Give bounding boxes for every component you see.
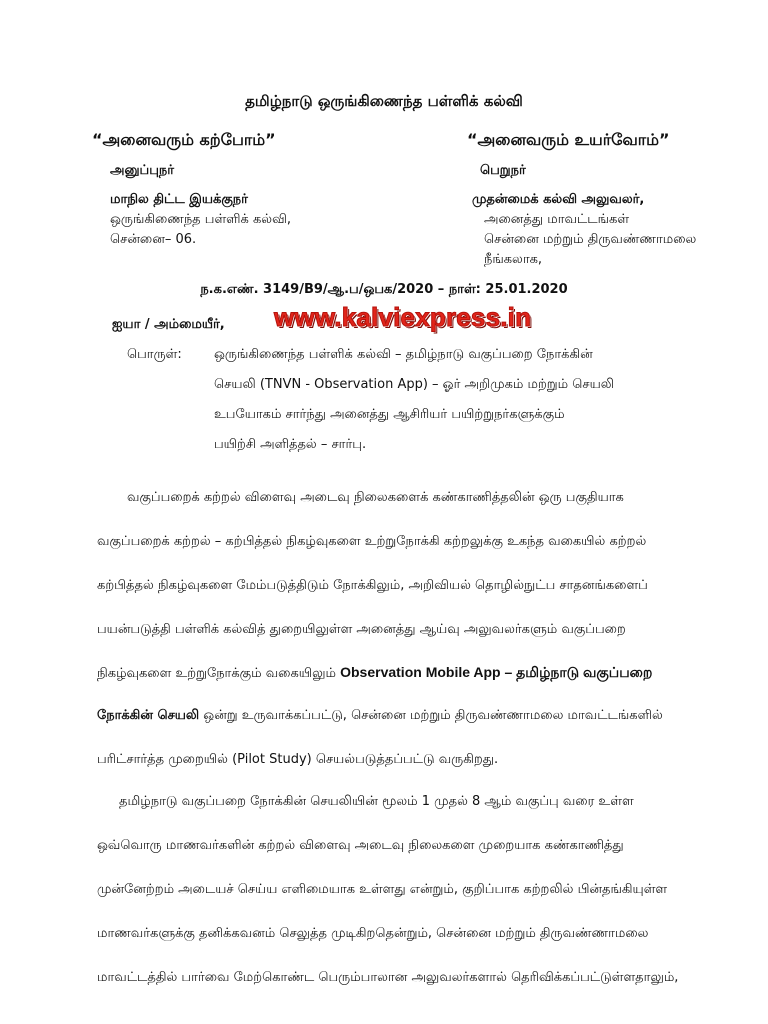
subject-line: செயலி (TNVN - Observation App) – ஓர் அறிமுகம் மற்றும் செயலி (214, 377, 614, 392)
body-line (97, 664, 652, 683)
reference-number: ந.க.எண். 3149/B9/ஆ.ப/ஒபக/2020 – நாள்: 25.01.2020 (200, 282, 568, 297)
recipient-line3: நீங்கலாக, (484, 252, 543, 267)
body-line: பயன்படுத்தி பள்ளிக் கல்வித் துறையிலுள்ள அனைத்து ஆய்வு அலுவலர்களும் வகுப்பறை (97, 622, 626, 637)
body-line: வகுப்பறைக் கற்றல் – கற்பித்தல் நிகழ்வுகளை உற்றுநோக்கி கற்றலுக்கு உகந்த வகையில் கற்றல் (97, 534, 647, 549)
subject-line: பயிற்சி அளித்தல் – சார்பு. (214, 437, 367, 452)
app-name-bold: Observation Mobile App – தமிழ்நாடு வகுப்பறை (340, 664, 653, 680)
body-text: நிகழ்வுகளை உற்றுநோக்கும் வகையிலும் (97, 666, 341, 681)
body-line (97, 708, 663, 724)
document-title: தமிழ்நாடு ஒருங்கிணைந்த பள்ளிக் கல்வி (245, 92, 523, 110)
motto-right: “அனைவரும் உயர்வோம்” (467, 130, 670, 149)
watermark-url: www.kalviexpress.in (274, 302, 532, 332)
body-line: பரிட்சார்த்த முறையில் (Pilot Study) செயல்படுத்தப்பட்டு வருகிறது. (97, 752, 499, 767)
subject-label: பொருள்: (127, 347, 182, 362)
sender-city: சென்னை– 06. (110, 232, 197, 247)
body-line: முன்னேற்றம் அடையச் செய்ய எளிமையாக உள்ளது என்றும், குறிப்பாக கற்றலில் பின்தங்கியுள்ள (97, 882, 668, 897)
recipient-label: பெறுநர் (480, 163, 526, 178)
salutation: ஐயா / அம்மையீர், (112, 317, 225, 332)
body-line: மாணவர்களுக்கு தனிக்கவனம் செலுத்த முடிகிறதென்றும், சென்னை மற்றும் திருவண்ணாமலை (97, 926, 649, 941)
recipient-line1: அனைத்து மாவட்டங்கள் (484, 212, 630, 227)
sender-designation: மாநில திட்ட இயக்குநர் (110, 192, 248, 207)
recipient-designation: முதன்மைக் கல்வி அலுவலர், (472, 192, 645, 207)
sender-label: அனுப்புநர் (110, 163, 175, 178)
sender-office: ஒருங்கிணைந்த பள்ளிக் கல்வி, (110, 212, 292, 227)
body-line: ஒவ்வொரு மாணவர்களின் கற்றல் விளைவு அடைவு நிலைகளை முறையாக கண்காணித்து (97, 838, 624, 853)
subject-line: உபயோகம் சார்ந்து அனைத்து ஆசிரியர் பயிற்றுநர்களுக்கும் (214, 407, 565, 422)
recipient-line2: சென்னை மற்றும் திருவண்ணாமலை (484, 232, 697, 247)
body-line: தமிழ்நாடு வகுப்பறை நோக்கின் செயலியின் மூலம் 1 முதல் 8 ஆம் வகுப்பு வரை உள்ள (119, 794, 634, 809)
body-line: மாவட்டத்தில் பார்வை மேற்கொண்ட பெரும்பாலான அலுவலர்களால் தெரிவிக்கப்பட்டுள்ளதாலும், (97, 970, 679, 985)
body-text: ஒன்று உருவாக்கப்பட்டு, சென்னை மற்றும் திருவண்ணாமலை மாவட்டங்களில் (199, 708, 663, 723)
subject-line: ஒருங்கிணைந்த பள்ளிக் கல்வி – தமிழ்நாடு வகுப்பறை நோக்கின் (214, 347, 593, 362)
body-line: வகுப்பறைக் கற்றல் விளைவு அடைவு நிலைகளைக் கண்காணித்தலின் ஒரு பகுதியாக (127, 490, 624, 505)
motto-left: “அனைவரும் கற்போம்” (92, 130, 276, 149)
app-name-bold: நோக்கின் செயலி (97, 708, 200, 723)
body-line: கற்பித்தல் நிகழ்வுகளை மேம்படுத்திடும் நோக்கிலும், அறிவியல் தொழில்நுட்ப சாதனங்களைப் (97, 578, 648, 593)
